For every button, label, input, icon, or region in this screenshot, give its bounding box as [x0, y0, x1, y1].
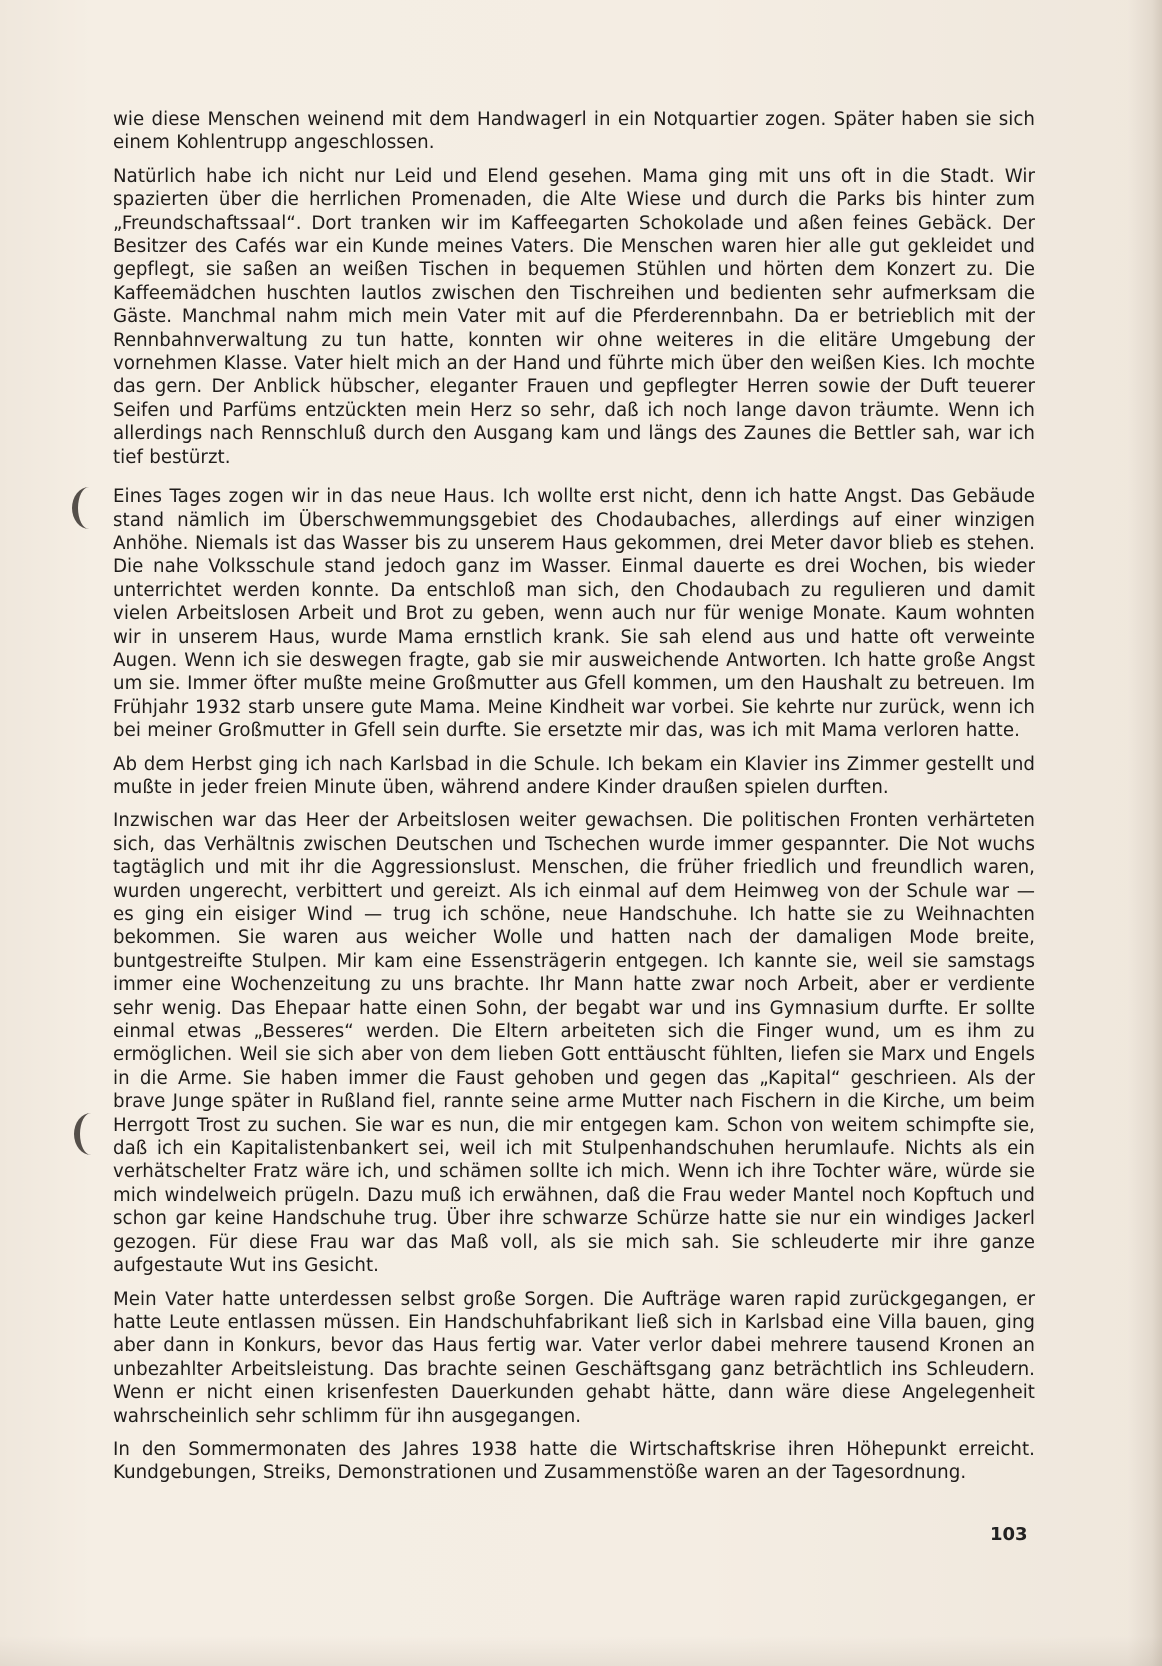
page-number: 103 [990, 1524, 1028, 1545]
paragraph-4: Ab dem Herbst ging ich nach Karlsbad in die Schule. Ich bekam ein Klavier ins Zimmer gestellt und mußte in jeder freien Minute üben, während andere Kinder draußen spielen durften. [113, 753, 1035, 798]
body-text [113, 108, 1035, 1495]
paragraph-2: Natürlich habe ich nicht nur Leid und Elend gesehen. Mama ging mit uns oft in die Stadt. Wir spazierten über die herrlichen Promenaden, die Alte Wiese und durch die Parks bis hinter zum „Freundschaftssaal“. Dort tranken wir im Kaffeegarten Schokolade und aßen feines Gebäck. Der Besitzer des Cafés war ein Kunde meines Vaters. Die Menschen waren hier alle gut gekleidet und gepflegt, sie saßen an weißen Tischen in bequemen Stühlen und hörten dem Konzert zu. Die Kaffeemädchen huschten lautlos zwischen den Tischreihen und bedienten sehr aufmerksam die Gäste. Manchmal nahm mich mein Vater mit auf die Pferderennbahn. Da er betrieblich mit der Rennbahnverwaltung zu tun hatte, konnten wir ohne weiteres in die elitäre Umgebung der vornehmen Klasse. Vater hielt mich an der Hand und führte mich über den weißen Kies. Ich mochte das gern. Der Anblick hübscher, eleganter Frauen und gepflegter Herren sowie der Duft teuerer Seifen und Parfüms entzückten mein Herz so sehr, daß ich noch lange davon träumte. Wenn ich allerdings nach Rennschluß durch den Ausgang kam und längs des Zaunes die Bettler sah, war ich tief bestürzt. [113, 165, 1035, 468]
punch-hole-top [72, 487, 106, 529]
paragraph-7: In den Sommermonaten des Jahres 1938 hatte die Wirtschaftskrise ihren Höhepunkt erreicht. Kundgebungen, Streiks, Demonstrationen und Zusammenstöße waren an der Tagesordnung. [113, 1438, 1035, 1484]
paragraph-1: wie diese Menschen weinend mit dem Handwagerl in ein Notquartier zogen. Später haben sie sich einem Kohlentrupp angeschlossen. [113, 109, 1035, 154]
punch-hole-bottom [74, 1113, 108, 1155]
paragraph-3: Eines Tages zogen wir in das neue Haus. Ich wollte erst nicht, denn ich hatte Angst. Das Gebäude stand nämlich im Überschwemmungsgebiet des Chodaubaches, allerdings auf einer winzigen Anhöhe. Niemals ist das Wasser bis zu unserem Haus gekommen, drei Meter davor blieb es stehen. Die nahe Volksschule stand jedoch ganz im Wasser. Einmal dauerte es drei Wochen, bis wieder unterrichtet werden konnte. Da entschloß man sich, den Chodaubach zu regulieren und damit vielen Arbeitslosen Arbeit und Brot zu geben, wenn auch nur für wenige Monate. Kaum wohnten wir in unserem Haus, wurde Mama ernstlich krank. Sie sah elend aus und hatte oft verweinte Augen. Wenn ich sie deswegen fragte, gab sie mir ausweichende Antworten. Ich hatte große Angst um sie. Immer öfter mußte meine Großmutter aus Gfell kommen, um den Haushalt zu betreuen. Im Frühjahr 1932 starb unsere gute Mama. Meine Kindheit war vorbei. Sie kehrte nur zurück, wenn ich bei meiner Großmutter in Gfell sein durfte. Sie ersetzte mir das, was ich mit Mama verloren hatte. [113, 486, 1035, 742]
paragraph-5: Inzwischen war das Heer der Arbeitslosen weiter gewachsen. Die politischen Fronten verhärteten sich, das Verhältnis zwischen Deutschen und Tschechen wurde immer gespannter. Die Not wuchs tagtäglich und mit ihr die Aggressionslust. Menschen, die früher friedlich und freundlich waren, wurden ungerecht, verbittert und gereizt. Als ich einmal auf dem Heimweg von der Schule war — es ging ein eisiger Wind — trug ich schöne, neue Handschuhe. Ich hatte sie zu Weihnachten bekommen. Sie waren aus weicher Wolle und hatten nach der damaligen Mode breite, buntgestreifte Stulpen. Mir kam eine Essensträgerin entgegen. Ich kannte sie, weil sie samstags immer eine Wochenzeitung zu uns brachte. Ihr Mann hatte zwar noch Arbeit, aber er verdiente sehr wenig. Das Ehepaar hatte einen Sohn, der begabt war und ins Gymnasium durfte. Er sollte einmal etwas „Besseres“ werden. Die Eltern arbeiteten sich die Finger wund, um es ihm zu ermöglichen. Weil sie sich aber von dem lieben Gott enttäuscht fühlten, liefen sie Marx und Engels in die Arme. Sie haben immer die Faust gehoben und gegen das „Kapital“ geschrieen. Als der brave Junge später in Rußland fiel, rannte seine arme Mutter nach Fischern in die Kirche, um beim Herrgott Trost zu suchen. Sie war es nun, die mir entgegen kam. Schon von weitem schimpfte sie, daß ich ein Kapitalistenbankert sei, weil ich mit Stulpenhandschuhen herumlaufe. Nichts als ein verhätschelter Fratz wäre ich, und schämen sollte ich mich. Wenn ich ihre Tochter wäre, würde sie mich windelweich prügeln. Dazu muß ich erwähnen, daß die Frau weder Mantel noch Kopftuch und schon gar keine Handschuhe trug. Über ihre schwarze Schürze hatte sie nur ein windiges Jackerl gezogen. Für diese Frau war das Maß voll, als sie mich sah. Sie schleuderte mir ihre ganze aufgestaute Wut ins Gesicht. [113, 810, 1035, 1277]
paragraph-6: Mein Vater hatte unterdessen selbst große Sorgen. Die Aufträge waren rapid zurückgegangen, er hatte Leute entlassen müssen. Ein Handschuhfabrikant ließ sich in Karlsbad eine Villa bauen, ging aber dann in Konkurs, bevor das Haus fertig war. Vater verlor dabei mehrere tausend Kronen an unbezahlter Arbeitsleistung. Das brachte seinen Geschäftsgang ganz beträchtlich ins Schleudern. Wenn er nicht einen krisenfesten Dauerkunden gehabt hätte, dann wäre diese Angelegenheit wahrscheinlich sehr schlimm für ihn ausgegangen. [113, 1288, 1035, 1427]
